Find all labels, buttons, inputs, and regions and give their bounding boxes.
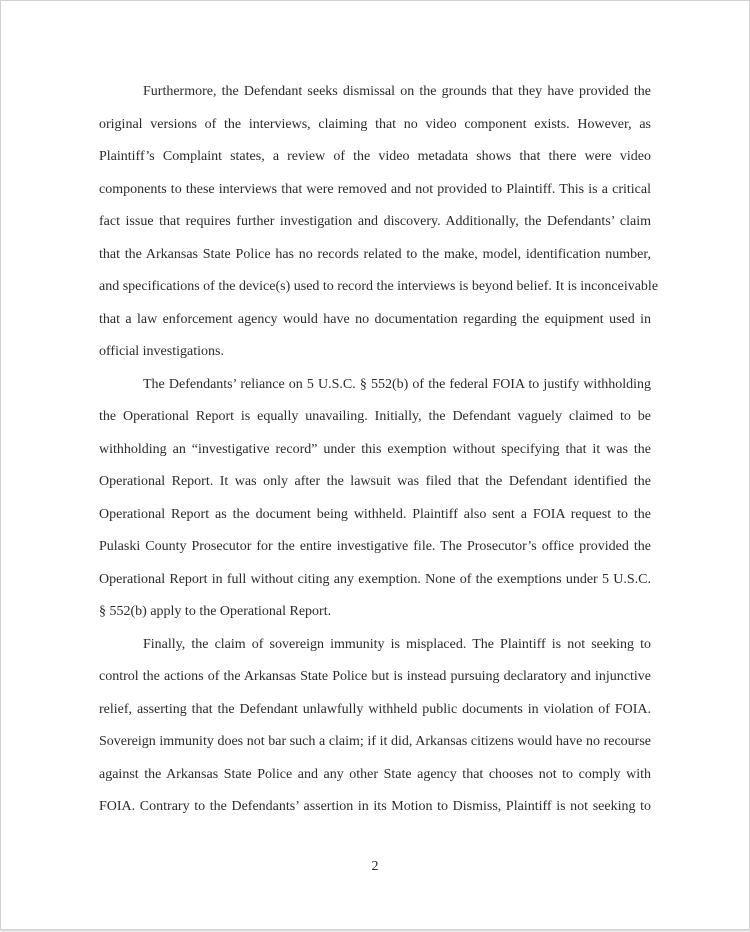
paragraph-line: Operational Report. It was only after the lawsuit was filed that the Defendant identified the: [99, 474, 651, 489]
paragraph-line: official investigations.: [99, 344, 224, 359]
paragraph-line: and specifications of the device(s) used to record the interviews is beyond belief. It is inconceivable: [99, 279, 659, 294]
paragraph-line: The Defendants’ reliance on 5 U.S.C. § 552(b) of the federal FOIA to justify withholding: [143, 377, 651, 392]
paragraph-line: Operational Report as the document being withheld. Plaintiff also sent a FOIA request to the: [99, 507, 651, 522]
paragraph-line: withholding an “investigative record” under this exemption without specifying that it was the: [99, 442, 651, 457]
paragraph-line: § 552(b) apply to the Operational Report.: [99, 604, 332, 619]
paragraph-line: Plaintiff’s Complaint states, a review of the video metadata shows that there were video: [99, 149, 651, 164]
paragraph-line: Operational Report in full without citing any exemption. None of the exemptions under 5 U.S.C.: [99, 572, 651, 587]
paragraph-line: original versions of the interviews, claiming that no video component exists. However, as: [99, 117, 651, 132]
paragraph-line: fact issue that requires further investigation and discovery. Additionally, the Defendants’ claim: [99, 214, 651, 229]
paragraph-line: the Operational Report is equally unavailing. Initially, the Defendant vaguely claimed to be: [99, 409, 651, 424]
paragraph-line: components to these interviews that were removed and not provided to Plaintiff. This is a critical: [99, 182, 651, 197]
paragraph-line: FOIA. Contrary to the Defendants’ assertion in its Motion to Dismiss, Plaintiff is not seeking to: [99, 799, 651, 814]
paragraph-line: Finally, the claim of sovereign immunity is misplaced. The Plaintiff is not seeking to: [143, 637, 651, 652]
paragraph-line: relief, asserting that the Defendant unlawfully withheld public documents in violation of FOIA.: [99, 702, 651, 717]
paragraph-line: against the Arkansas State Police and any other State agency that chooses not to comply with: [99, 767, 651, 782]
page-number: 2: [371, 859, 379, 874]
paragraph-line: Pulaski County Prosecutor for the entire investigative file. The Prosecutor’s office provided the: [99, 539, 651, 554]
paragraph-line: Sovereign immunity does not bar such a claim; if it did, Arkansas citizens would have no recourse: [99, 734, 651, 749]
paragraph-line: that the Arkansas State Police has no records related to the make, model, identification number,: [99, 247, 651, 262]
paragraph-line: that a law enforcement agency would have no documentation regarding the equipment used in: [99, 312, 651, 327]
paragraph-line: control the actions of the Arkansas State Police but is instead pursuing declaratory and injunctive: [99, 669, 651, 684]
paragraph-line: Furthermore, the Defendant seeks dismissal on the grounds that they have provided the: [143, 84, 651, 99]
